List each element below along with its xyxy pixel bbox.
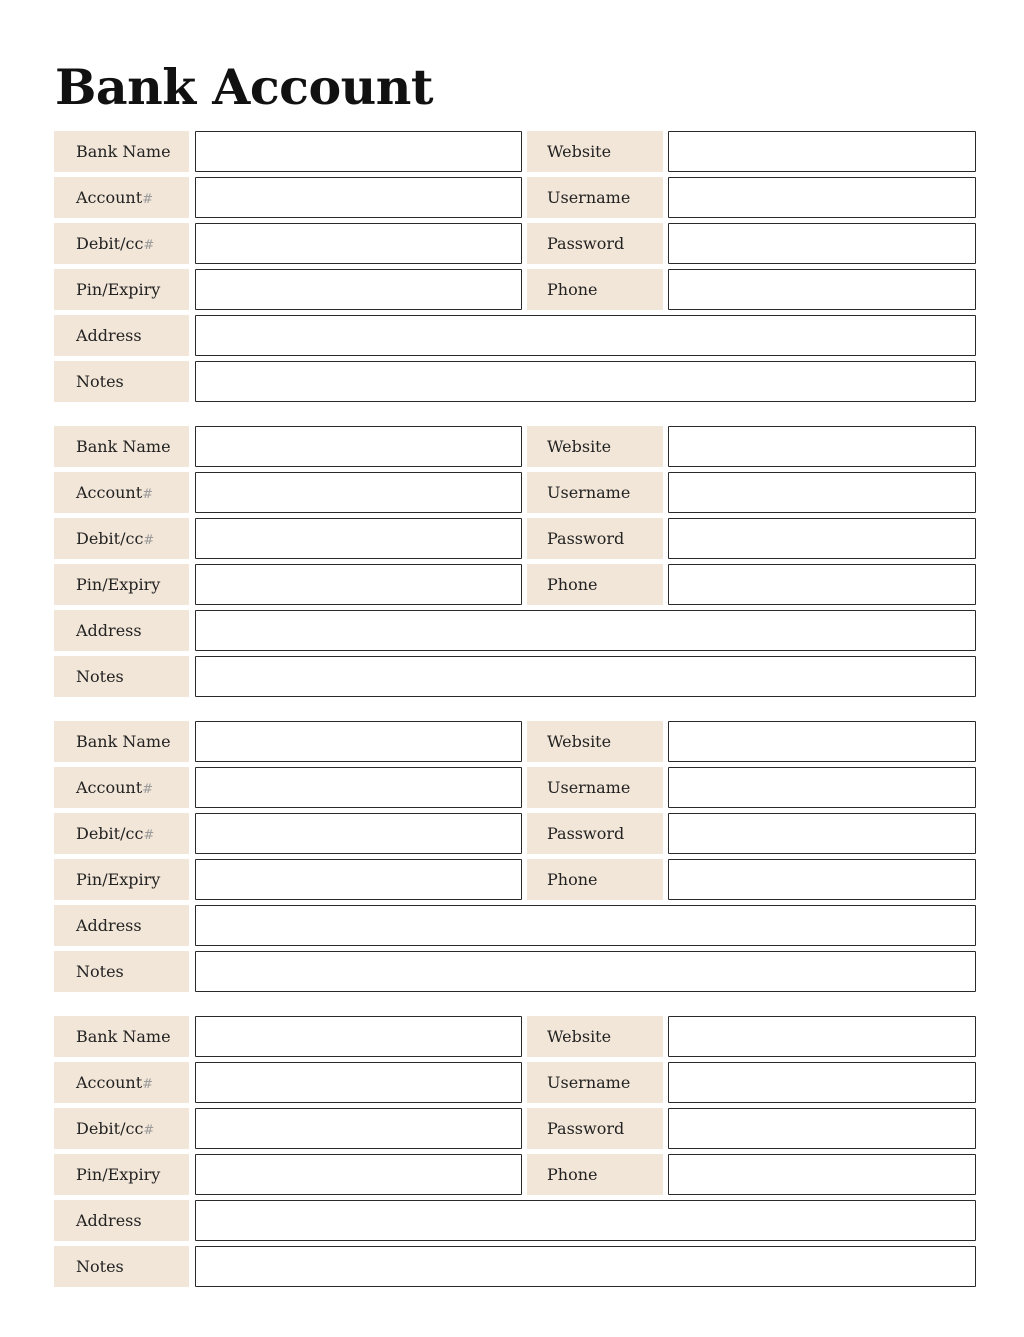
bank-name-field[interactable] (195, 721, 522, 762)
debit-cc-field[interactable] (195, 1108, 522, 1149)
pin-expiry-label: Pin/Expiry (54, 859, 189, 900)
pin-expiry-field[interactable] (195, 564, 522, 605)
phone-label: Phone (527, 564, 663, 605)
phone-label: Phone (527, 1154, 663, 1195)
address-field[interactable] (195, 1200, 976, 1241)
address-label: Address (54, 905, 189, 946)
pin-expiry-label: Pin/Expiry (54, 1154, 189, 1195)
pin-expiry-field[interactable] (195, 859, 522, 900)
password-field[interactable] (668, 518, 976, 559)
bank-name-field[interactable] (195, 426, 522, 467)
pin-expiry-field[interactable] (195, 1154, 522, 1195)
notes-label: Notes (54, 361, 189, 402)
pin-expiry-label: Pin/Expiry (54, 269, 189, 310)
website-label: Website (527, 426, 663, 467)
row-account (54, 1062, 976, 1103)
row-debit (54, 518, 976, 559)
account-number-field[interactable] (195, 1062, 522, 1103)
website-label: Website (527, 131, 663, 172)
row-bank-name (54, 721, 976, 762)
username-field[interactable] (668, 1062, 976, 1103)
notes-field[interactable] (195, 1246, 976, 1287)
username-label: Username (527, 472, 663, 513)
address-label: Address (54, 315, 189, 356)
website-field[interactable] (668, 721, 976, 762)
account-number-label: Account# (54, 1062, 189, 1103)
debit-cc-label: Debit/cc# (54, 223, 189, 264)
phone-label: Phone (527, 269, 663, 310)
website-field[interactable] (668, 426, 976, 467)
row-notes (54, 951, 976, 992)
notes-label: Notes (54, 1246, 189, 1287)
row-account (54, 472, 976, 513)
website-field[interactable] (668, 1016, 976, 1057)
row-pin-expiry (54, 564, 976, 605)
debit-cc-label: Debit/cc# (54, 813, 189, 854)
address-field[interactable] (195, 905, 976, 946)
phone-field[interactable] (668, 564, 976, 605)
row-pin-expiry (54, 269, 976, 310)
notes-label: Notes (54, 951, 189, 992)
password-label: Password (527, 1108, 663, 1149)
row-address (54, 315, 976, 356)
row-notes (54, 1246, 976, 1287)
phone-field[interactable] (668, 1154, 976, 1195)
account-number-label: Account# (54, 177, 189, 218)
bank-account-block-1 (54, 131, 976, 403)
notes-field[interactable] (195, 656, 976, 697)
account-number-label: Account# (54, 767, 189, 808)
website-label: Website (527, 721, 663, 762)
username-label: Username (527, 1062, 663, 1103)
debit-cc-field[interactable] (195, 813, 522, 854)
pin-expiry-field[interactable] (195, 269, 522, 310)
debit-cc-field[interactable] (195, 223, 522, 264)
notes-label: Notes (54, 656, 189, 697)
password-field[interactable] (668, 813, 976, 854)
row-bank-name (54, 1016, 976, 1057)
row-debit (54, 1108, 976, 1149)
debit-cc-field[interactable] (195, 518, 522, 559)
website-label: Website (527, 1016, 663, 1057)
bank-name-label: Bank Name (54, 426, 189, 467)
notes-field[interactable] (195, 951, 976, 992)
row-notes (54, 656, 976, 697)
address-field[interactable] (195, 610, 976, 651)
row-debit (54, 813, 976, 854)
pin-expiry-label: Pin/Expiry (54, 564, 189, 605)
phone-field[interactable] (668, 269, 976, 310)
debit-cc-label: Debit/cc# (54, 1108, 189, 1149)
account-number-label: Account# (54, 472, 189, 513)
phone-field[interactable] (668, 859, 976, 900)
bank-name-label: Bank Name (54, 131, 189, 172)
row-address (54, 610, 976, 651)
phone-label: Phone (527, 859, 663, 900)
row-pin-expiry (54, 1154, 976, 1195)
row-address (54, 1200, 976, 1241)
username-field[interactable] (668, 472, 976, 513)
row-account (54, 767, 976, 808)
username-field[interactable] (668, 177, 976, 218)
row-pin-expiry (54, 859, 976, 900)
website-field[interactable] (668, 131, 976, 172)
row-address (54, 905, 976, 946)
row-debit (54, 223, 976, 264)
password-field[interactable] (668, 1108, 976, 1149)
password-label: Password (527, 518, 663, 559)
row-bank-name (54, 426, 976, 467)
address-label: Address (54, 610, 189, 651)
bank-account-block-3 (54, 721, 976, 993)
bank-name-label: Bank Name (54, 1016, 189, 1057)
debit-cc-label: Debit/cc# (54, 518, 189, 559)
account-number-field[interactable] (195, 472, 522, 513)
address-field[interactable] (195, 315, 976, 356)
address-label: Address (54, 1200, 189, 1241)
password-field[interactable] (668, 223, 976, 264)
account-number-field[interactable] (195, 767, 522, 808)
username-label: Username (527, 177, 663, 218)
row-account (54, 177, 976, 218)
page-title: Bank Account (55, 58, 434, 116)
bank-name-field[interactable] (195, 131, 522, 172)
bank-account-block-4 (54, 1016, 976, 1288)
bank-name-label: Bank Name (54, 721, 189, 762)
username-field[interactable] (668, 767, 976, 808)
account-number-field[interactable] (195, 177, 522, 218)
row-bank-name (54, 131, 976, 172)
bank-name-field[interactable] (195, 1016, 522, 1057)
row-notes (54, 361, 976, 402)
password-label: Password (527, 223, 663, 264)
bank-account-block-2 (54, 426, 976, 698)
password-label: Password (527, 813, 663, 854)
username-label: Username (527, 767, 663, 808)
notes-field[interactable] (195, 361, 976, 402)
